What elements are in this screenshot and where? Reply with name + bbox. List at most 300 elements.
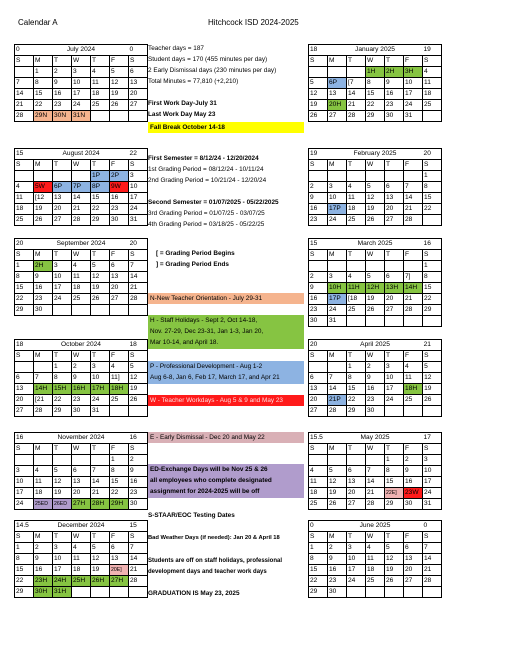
day-cell — [129, 111, 148, 122]
day-cell: 11 — [347, 193, 366, 204]
weekday-header: S — [15, 444, 34, 455]
day-cell: 29 — [309, 587, 328, 598]
day-cell: 5 — [110, 67, 129, 78]
day-cell: 12 — [366, 193, 385, 204]
weekday-header: S — [129, 444, 148, 455]
day-cell: 29 — [91, 215, 110, 226]
day-cell — [34, 455, 53, 466]
day-cell: 31N — [72, 111, 91, 122]
day-cell: 24 — [91, 395, 110, 406]
day-cell — [34, 362, 53, 373]
day-cell: 23H — [34, 576, 53, 587]
day-cell: 14 — [91, 477, 110, 488]
day-cell: 8 — [385, 466, 404, 477]
day-cell: 31 — [423, 499, 442, 510]
day-cell: 18H — [110, 384, 129, 395]
day-cell — [366, 316, 385, 327]
day-cell: 22 — [15, 576, 34, 587]
day-cell: 21 — [129, 283, 148, 294]
student-days: Student days = 170 (455 minutes per day) — [148, 56, 268, 63]
day-cell: 3 — [15, 466, 34, 477]
day-cell: 18 — [309, 488, 328, 499]
day-cell: 4 — [404, 362, 423, 373]
day-cell: 28 — [34, 406, 53, 417]
day-cell: 20 — [15, 395, 34, 406]
holidays-line-3: Mar 10-14, and April 18. — [150, 339, 219, 346]
day-cell — [366, 587, 385, 598]
day-cell: 25 — [366, 576, 385, 587]
day-cell: 15 — [91, 193, 110, 204]
day-cell: 11 — [15, 193, 34, 204]
day-cell: 30 — [404, 499, 423, 510]
day-cell: 21 — [404, 294, 423, 305]
day-cell: 13 — [72, 477, 91, 488]
day-cell: 16 — [34, 565, 53, 576]
month-right-count: 22 — [129, 149, 148, 160]
day-cell: 6P — [328, 78, 347, 89]
holidays-line-2: Nov. 27-29, Dec 23-31, Jan 1-3, Jan 20, — [150, 328, 264, 335]
day-cell: 22 — [366, 100, 385, 111]
weekday-header: F — [110, 351, 129, 362]
day-cell: 2P — [110, 171, 129, 182]
total-minutes: Total Minutes = 77,810 (+2,210) — [148, 78, 239, 85]
month-name: August 2024 — [34, 149, 129, 160]
day-cell: 1 — [15, 543, 34, 554]
weekday-header: F — [404, 351, 423, 362]
day-cell: 2 — [34, 543, 53, 554]
day-cell: 4 — [34, 466, 53, 477]
day-cell: 8 — [423, 182, 442, 193]
day-cell — [309, 171, 328, 182]
day-cell: 27 — [110, 294, 129, 305]
day-cell: 3 — [72, 67, 91, 78]
day-cell: 26 — [366, 305, 385, 316]
day-cell — [328, 171, 347, 182]
day-cell: 25 — [72, 294, 91, 305]
day-cell: 5 — [53, 466, 72, 477]
day-cell: 28H — [91, 499, 110, 510]
month-right-count: 18 — [129, 340, 148, 351]
weekday-header: S — [129, 250, 148, 261]
weekday-header: T — [385, 351, 404, 362]
day-cell — [91, 455, 110, 466]
day-cell: 15H — [53, 384, 72, 395]
day-cell: 18 — [72, 283, 91, 294]
day-cell: 8 — [53, 373, 72, 384]
day-cell: 21 — [404, 204, 423, 215]
day-cell — [404, 406, 423, 417]
day-cell: 12 — [91, 554, 110, 565]
day-cell: 28 — [347, 111, 366, 122]
day-cell: 19 — [91, 565, 110, 576]
day-cell: 2 — [72, 362, 91, 373]
day-cell: 3 — [347, 543, 366, 554]
weekday-header: T — [53, 250, 72, 261]
day-cell: 3 — [385, 362, 404, 373]
day-cell: 7 — [129, 261, 148, 272]
weekday-header: T — [347, 444, 366, 455]
weekday-header: M — [328, 250, 347, 261]
staff-holidays — [148, 315, 304, 349]
month-dec — [14, 520, 148, 598]
month-oct — [14, 339, 148, 417]
second-semester: Second Semester = 01/07/2025 - 05/22/2025 — [148, 199, 279, 206]
weekday-header: W — [72, 351, 91, 362]
day-cell: 17 — [385, 384, 404, 395]
day-cell: 20 — [347, 488, 366, 499]
day-cell: 24 — [53, 294, 72, 305]
day-cell: 26 — [34, 215, 53, 226]
day-cell: 17 — [53, 565, 72, 576]
day-cell — [309, 455, 328, 466]
day-cell: 23 — [129, 488, 148, 499]
day-cell: 30N — [53, 111, 72, 122]
weekday-header: T — [385, 250, 404, 261]
day-cell: [7 — [347, 78, 366, 89]
weekday-header: T — [53, 160, 72, 171]
day-cell: 23 — [309, 215, 328, 226]
day-cell: 10 — [72, 78, 91, 89]
weekday-header: T — [91, 351, 110, 362]
day-cell: 20 — [129, 89, 148, 100]
day-cell: 25 — [423, 100, 442, 111]
day-cell: 27 — [15, 406, 34, 417]
weekday-header: S — [309, 160, 328, 171]
day-cell: 24 — [347, 576, 366, 587]
day-cell: 27 — [404, 576, 423, 587]
day-cell: 30H — [34, 587, 53, 598]
day-cell: 9 — [72, 373, 91, 384]
month-apr — [308, 339, 442, 417]
day-cell: 6 — [110, 261, 129, 272]
day-cell: 26 — [110, 100, 129, 111]
day-cell: 22E] — [385, 488, 404, 499]
day-cell: 3 — [328, 182, 347, 193]
day-cell: 26 — [328, 499, 347, 510]
day-cell: 24 — [15, 499, 34, 510]
month-name: June 2025 — [328, 521, 423, 532]
day-cell: 24 — [328, 305, 347, 316]
month-feb — [308, 148, 442, 226]
month-may — [308, 432, 442, 510]
day-cell: 23 — [309, 305, 328, 316]
day-cell: 25 — [91, 100, 110, 111]
day-cell: 21 — [366, 488, 385, 499]
weekday-header: T — [385, 160, 404, 171]
day-cell: 28 — [404, 215, 423, 226]
day-cell: 23 — [72, 395, 91, 406]
month-right-count: 0 — [129, 45, 148, 56]
day-cell: 27H — [72, 499, 91, 510]
day-cell: 7 — [366, 466, 385, 477]
day-cell: 5 — [309, 78, 328, 89]
day-cell: 15 — [34, 89, 53, 100]
day-cell: 30 — [72, 406, 91, 417]
day-cell: 14 — [72, 193, 91, 204]
day-cell: 16 — [328, 565, 347, 576]
month-jul — [14, 44, 148, 122]
weekday-header: F — [110, 56, 129, 67]
weekday-header: S — [129, 56, 148, 67]
day-cell: 29H — [110, 499, 129, 510]
day-cell: 22 — [423, 204, 442, 215]
day-cell: 17H — [91, 384, 110, 395]
day-cell: 1 — [423, 171, 442, 182]
day-cell: 5 — [91, 261, 110, 272]
day-cell — [328, 362, 347, 373]
day-cell: 13 — [53, 193, 72, 204]
day-cell: 12 — [110, 78, 129, 89]
day-cell — [34, 171, 53, 182]
district-title: Hitchcock ISD 2024-2025 — [208, 18, 299, 27]
day-cell: 25 — [404, 395, 423, 406]
first-work-day: First Work Day-July 31 — [148, 100, 217, 107]
month-right-count: 21 — [423, 340, 442, 351]
day-cell: 22 — [423, 294, 442, 305]
day-cell: 14 — [366, 477, 385, 488]
month-left-count: 19 — [309, 149, 328, 160]
day-cell: 14H — [404, 283, 423, 294]
day-cell: 23 — [366, 395, 385, 406]
day-cell: 5 — [91, 543, 110, 554]
day-cell: 25 — [347, 305, 366, 316]
day-cell: 7 — [15, 78, 34, 89]
day-cell: 31 — [91, 406, 110, 417]
month-mar — [308, 238, 442, 327]
day-cell: 11 — [366, 554, 385, 565]
day-cell: 13H — [385, 283, 404, 294]
weekday-header: T — [91, 160, 110, 171]
month-left-count: 15.5 — [309, 433, 328, 444]
day-cell: 5 — [328, 466, 347, 477]
day-cell: 19 — [110, 89, 129, 100]
day-cell: 13 — [385, 193, 404, 204]
month-left-count: 16 — [15, 433, 34, 444]
day-cell — [129, 406, 148, 417]
day-cell: 9 — [129, 466, 148, 477]
day-cell: 9 — [328, 554, 347, 565]
weekday-header: T — [385, 532, 404, 543]
day-cell: 14 — [328, 384, 347, 395]
month-name: November 2024 — [34, 433, 129, 444]
day-cell: 9 — [366, 373, 385, 384]
day-cell: 7P — [72, 182, 91, 193]
day-cell: 10 — [53, 554, 72, 565]
first-semester: First Semester = 8/12/24 - 12/20/2024 — [148, 155, 259, 162]
day-cell — [72, 305, 91, 316]
month-right-count: 20 — [423, 149, 442, 160]
day-cell: 1 — [385, 455, 404, 466]
day-cell: 30 — [34, 305, 53, 316]
day-cell: 19 — [366, 294, 385, 305]
day-cell: 21 — [72, 204, 91, 215]
weekday-header: T — [91, 250, 110, 261]
day-cell: 17 — [404, 89, 423, 100]
day-cell: 1P — [91, 171, 110, 182]
day-cell: 15 — [423, 283, 442, 294]
day-cell: 2 — [53, 67, 72, 78]
weekday-header: F — [404, 56, 423, 67]
teacher-workdays: W - Teacher Workdays - Aug 5 & 9 and May 23 — [148, 395, 304, 406]
day-cell: 17 — [423, 477, 442, 488]
day-cell: 26 — [309, 111, 328, 122]
day-cell: 4 — [347, 272, 366, 283]
teacher-days: Teacher days = 187 — [148, 45, 204, 52]
month-name: April 2025 — [328, 340, 423, 351]
weekday-header: S — [423, 250, 442, 261]
day-cell: 27 — [385, 215, 404, 226]
weekday-header: S — [309, 56, 328, 67]
day-cell — [423, 406, 442, 417]
day-cell: 21 — [347, 100, 366, 111]
weekday-header: T — [53, 56, 72, 67]
day-cell — [91, 305, 110, 316]
day-cell: 1 — [110, 455, 129, 466]
day-cell: 1 — [15, 261, 34, 272]
day-cell: 20 — [72, 488, 91, 499]
day-cell: 15 — [309, 565, 328, 576]
weekday-header: M — [34, 250, 53, 261]
weekday-header: M — [328, 160, 347, 171]
day-cell: 8 — [15, 554, 34, 565]
weekday-header: S — [423, 351, 442, 362]
day-cell — [328, 261, 347, 272]
day-cell: 13 — [347, 477, 366, 488]
weekday-header: T — [347, 351, 366, 362]
day-cell: 6 — [309, 373, 328, 384]
day-cell: 24 — [72, 100, 91, 111]
weekday-header: T — [347, 56, 366, 67]
day-cell: 10 — [404, 78, 423, 89]
day-cell: 17 — [15, 488, 34, 499]
day-cell: 19 — [34, 204, 53, 215]
day-cell — [328, 67, 347, 78]
day-cell: 12 — [91, 272, 110, 283]
day-cell: 4 — [347, 182, 366, 193]
day-cell: 8 — [366, 78, 385, 89]
day-cell: 28 — [15, 111, 34, 122]
day-cell: 13 — [309, 384, 328, 395]
fall-break: Fall Break October 14-18 — [148, 122, 304, 133]
day-cell: 16 — [366, 384, 385, 395]
grading-ends-legend: ] = Grading Period Ends — [156, 261, 229, 268]
day-cell: 29 — [15, 305, 34, 316]
day-cell: 30 — [110, 215, 129, 226]
day-cell: 27H — [110, 576, 129, 587]
day-cell: 8 — [110, 466, 129, 477]
day-cell: 11 — [404, 373, 423, 384]
weekday-header: W — [72, 532, 91, 543]
day-cell: 17 — [129, 193, 148, 204]
day-cell: 16 — [309, 204, 328, 215]
day-cell: 25 — [15, 215, 34, 226]
day-cell: 29 — [15, 587, 34, 598]
day-cell: 9 — [34, 272, 53, 283]
day-cell: 6 — [385, 272, 404, 283]
month-sep — [14, 238, 148, 316]
day-cell: 6 — [385, 182, 404, 193]
day-cell — [309, 67, 328, 78]
day-cell: 11H — [347, 283, 366, 294]
day-cell: 8 — [423, 272, 442, 283]
day-cell — [347, 455, 366, 466]
day-cell: 28 — [129, 294, 148, 305]
weekday-header: T — [53, 351, 72, 362]
day-cell: 8 — [34, 78, 53, 89]
day-cell: 1 — [34, 67, 53, 78]
day-cell: 5 — [366, 182, 385, 193]
day-cell: 3H — [404, 67, 423, 78]
day-cell: 15 — [385, 477, 404, 488]
day-cell: 16 — [129, 477, 148, 488]
month-right-count: 16 — [423, 239, 442, 250]
day-cell: 2 — [129, 455, 148, 466]
day-cell: 29N — [34, 111, 53, 122]
day-cell: 11 — [72, 272, 91, 283]
month-left-count: 20 — [15, 239, 34, 250]
day-cell: 24 — [385, 395, 404, 406]
weekday-header: S — [309, 444, 328, 455]
day-cell: 31H — [53, 587, 72, 598]
day-cell: 13 — [129, 78, 148, 89]
day-cell: 15 — [347, 384, 366, 395]
weekday-header: T — [347, 160, 366, 171]
weekday-header: S — [423, 56, 442, 67]
weekday-header: S — [15, 351, 34, 362]
day-cell: 9 — [34, 554, 53, 565]
day-cell: 19 — [129, 384, 148, 395]
day-cell: 10 — [423, 466, 442, 477]
day-cell — [366, 261, 385, 272]
day-cell: 23W — [404, 488, 423, 499]
weekday-header: T — [91, 56, 110, 67]
weekday-header: F — [404, 160, 423, 171]
students-off-2: development days and teacher work days — [148, 569, 267, 575]
day-cell: 21 — [129, 565, 148, 576]
weekday-header: M — [328, 532, 347, 543]
day-cell: 27 — [129, 100, 148, 111]
day-cell — [385, 406, 404, 417]
weekday-header: M — [34, 444, 53, 455]
month-name: March 2025 — [328, 239, 423, 250]
exchange-days — [148, 464, 304, 498]
day-cell: 7 — [129, 543, 148, 554]
month-name: July 2024 — [34, 45, 129, 56]
weekday-header: W — [366, 250, 385, 261]
day-cell: 20 — [385, 294, 404, 305]
weekday-header: W — [72, 250, 91, 261]
weekday-header: W — [366, 351, 385, 362]
day-cell: 14 — [129, 272, 148, 283]
day-cell: 4 — [72, 543, 91, 554]
weekday-header: F — [110, 532, 129, 543]
weekday-header: S — [129, 532, 148, 543]
weekday-header: T — [91, 532, 110, 543]
day-cell: 14 — [15, 89, 34, 100]
day-cell — [328, 455, 347, 466]
day-cell: 4 — [91, 67, 110, 78]
day-cell — [347, 171, 366, 182]
day-cell: 1 — [423, 261, 442, 272]
day-cell: 23 — [53, 100, 72, 111]
day-cell — [15, 455, 34, 466]
month-left-count: 18 — [15, 340, 34, 351]
weekday-header: T — [347, 532, 366, 543]
grading-period-1: 1st Grading Period = 08/12/24 - 10/11/24 — [148, 166, 264, 173]
day-cell: 13 — [404, 554, 423, 565]
day-cell — [366, 455, 385, 466]
day-cell — [385, 261, 404, 272]
